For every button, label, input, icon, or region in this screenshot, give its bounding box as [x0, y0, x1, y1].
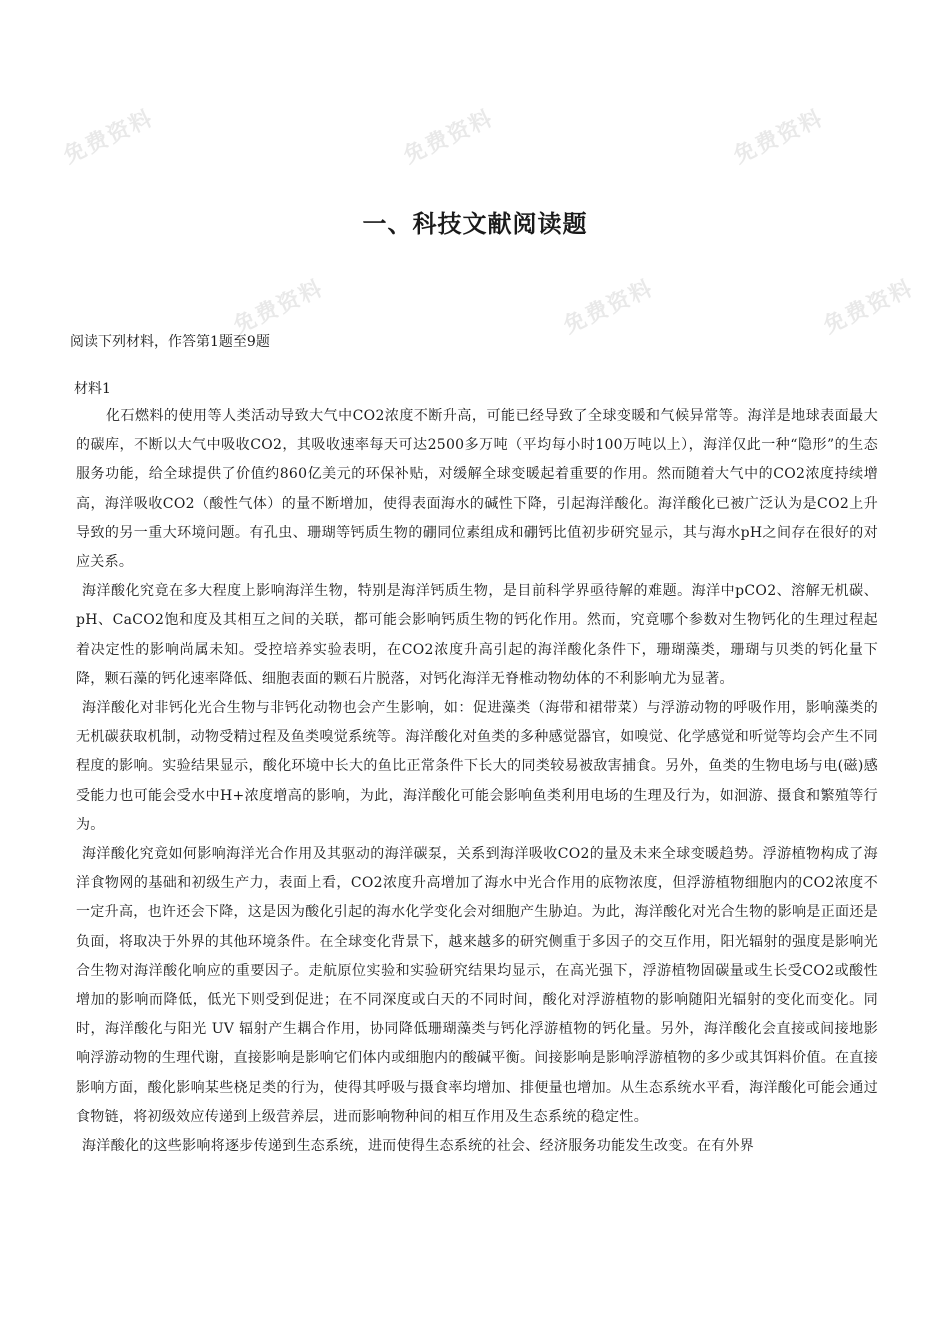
- watermark: 免费资料: [560, 275, 658, 339]
- paragraph: 海洋酸化究竟在多大程度上影响海洋生物，特别是海洋钙质生物，是目前科学界亟待解的难题。海洋中pCO2、溶解无机碳、pH、CaCO2饱和度及其相互之间的关联，都可能会影响钙质生物的钙化作用。然而，究竟哪个参数对生物钙化的生理过程起着决定性的影响尚属未知。受控培养实验表明，在CO2浓度升高引起的海洋酸化条件下，珊瑚藻类，珊瑚与贝类的钙化量下降，颗石藻的钙化速率降低、细胞表面的颗石片脱落，对钙化海洋无脊椎动物幼体的不利影响尤为显著。: [76, 583, 878, 687]
- watermark: 免费资料: [230, 275, 328, 339]
- paragraph: 化石燃料的使用等人类活动导致大气中CO2浓度不断升高，可能已经导致了全球变暖和气候异常等。海洋是地球表面最大的碳库，不断以大气中吸收CO2，其吸收速率每天可达2500多万吨（平均每小时100万吨以上），海洋仅此一种“隐形”的生态服务功能，给全球提供了价值约860亿美元的环保补贴，对缓解全球变暖起着重要的作用。然而随着大气中的CO2浓度持续增高，海洋吸收CO2（酸性气体）的量不断增加，使得表面海水的碱性下降，引起海洋酸化。海洋酸化已被广泛认为是CO2上升导致的另一重大环境问题。有孔虫、珊瑚等钙质生物的硼同位素组成和硼钙比值初步研究显示，其与海水pH之间存在很好的对应关系。: [76, 408, 878, 571]
- instruction-text: 阅读下列材料，作答第1题至9题: [70, 334, 270, 350]
- watermark: 免费资料: [820, 275, 918, 339]
- paragraph: 海洋酸化究竟如何影响海洋光合作用及其驱动的海洋碳泵，关系到海洋吸收CO2的量及未来全球变暖趋势。浮游植物构成了海洋食物网的基础和初级生产力，表面上看，CO2浓度升高增加了海水中光合作用的底物浓度，但浮游植物细胞内的CO2浓度不一定升高，也许还会下降，这是因为酸化引起的海水化学变化会对细胞产生胁迫。为此，海洋酸化对光合生物的影响是正面还是负面，将取决于外界的其他环境条件。在全球变化背景下，越来越多的研究侧重于多因子的交互作用，阳光辐射的强度是影响光合生物对海洋酸化响应的重要因子。走航原位实验和实验研究结果均显示，在高光强下，浮游植物固碳量或生长受CO2或酸性增加的影响而降低，低光下则受到促进；在不同深度或白天的不同时间，酸化对浮游植物的影响随阳光辐射的变化而变化。同时，海洋酸化与阳光 UV 辐射产生耦合作用，协同降低珊瑚藻类与钙化浮游植物的钙化量。另外，海洋酸化会直接或间接地影响浮游动物的生理代谢，直接影响是影响它们体内或细胞内的酸碱平衡。间接影响是影响浮游植物的多少或其饵料价值。在直接影响方面，酸化影响某些桡足类的行为，使得其呼吸与摄食率均增加、排便量也增加。从生态系统水平看，海洋酸化可能会通过食物链，将初级效应传递到上级营养层，进而影响物种间的相互作用及生态系统的稳定性。: [76, 846, 878, 1125]
- page-title: 一、科技文献阅读题: [362, 209, 588, 238]
- paragraph: 海洋酸化的这些影响将逐步传递到生态系统，进而使得生态系统的社会、经济服务功能发生改变。在有外界: [82, 1138, 755, 1155]
- paragraph: 海洋酸化对非钙化光合生物与非钙化动物也会产生影响，如：促进藻类（海带和裙带菜）与浮游动物的呼吸作用，影响藻类的无机碳获取机制，动物受精过程及鱼类嗅觉系统等。海洋酸化对鱼类的多种感觉器官，如嗅觉、化学感觉和听觉等均会产生不同程度的影响。实验结果显示，酸化环境中长大的鱼比正常条件下长大的同类较易被敌害捕食。另外，鱼类的生物电场与电(磁)感受能力也可能会受水中H+浓度增高的影响，为此，海洋酸化可能会影响鱼类利用电场的生理及行为，如洄游、摄食和繁殖等行为。: [76, 700, 878, 833]
- watermark: 免费资料: [60, 105, 158, 169]
- watermark: 免费资料: [400, 105, 498, 169]
- watermark: 免费资料: [730, 105, 828, 169]
- material-body: [76, 402, 878, 1161]
- material-label: 材料1: [74, 381, 111, 397]
